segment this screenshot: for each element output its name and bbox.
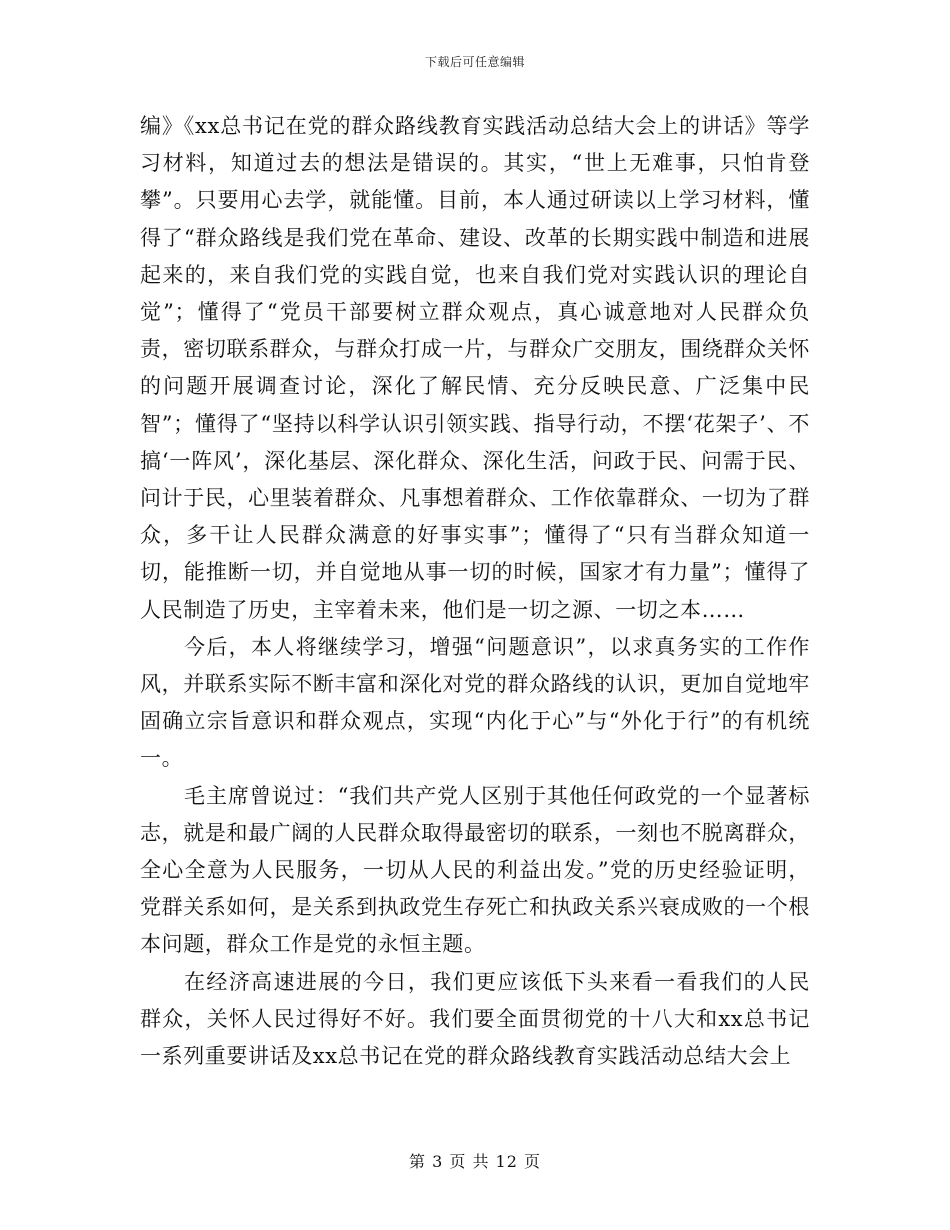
- page-footer: 第 3 页 共 12 页: [409, 1152, 541, 1171]
- paragraph-1: 编》《xx总书记在党的群众路线教育实践活动总结大会上的讲话》等学习材料，知道过去的想法是错误的。其实，“世上无难事，只怕肯登攀”。只要用心去学，就能懂。目前，本人通过研读以上学习材料，懂得了“群众路线是我们党在革命、建设、改革的长期实践中制造和进展起来的，来自我们党的实践自觉，也来自我们党对实践认识的理论自觉”；懂得了“党员干部要树立群众观点，真心诚意地对人民群众负责，密切联系群众，与群众打成一片，与群众广交朋友，围绕群众关怀的问题开展调查讨论，深化了解民情、充分反映民意、广泛集中民智”；懂得了“坚持以科学认识引领实践、指导行动，不摆‘花架子’、不搞‘一阵风’，深化基层、深化群众、深化生活，问政于民、问需于民、问计于民，心里装着群众、凡事想着群众、工作依靠群众、一切为了群众，多干让人民群众满意的好事实事”；懂得了“只有当群众知道一切，能推断一切，并自觉地从事一切的时候，国家才有力量”；懂得了人民制造了历史，主宰着未来，他们是一切之源、一切之本……: [140, 114, 810, 622]
- paragraph-2: 今后，本人将继续学习，增强“问题意识”，以求真务实的工作作风，并联系实际不断丰富和深化对党的群众路线的认识，更加自觉地牢固确立宗旨意识和群众观点，实现“内化于心”与“外化于行”的有机统一。: [140, 634, 810, 771]
- paragraph-4: 在经济高速进展的今日，我们更应该低下头来看一看我们的人民群众，关怀人民过得好不好。我们要全面贯彻党的十八大和xx总书记一系列重要讲话及xx总书记在党的群众路线教育实践活动总结大会上: [140, 969, 810, 1069]
- paragraph-3: 毛主席曾说过：“我们共产党人区别于其他任何政党的一个显著标志，就是和最广阔的人民群众取得最密切的联系，一刻也不脱离群众，全心全意为人民服务，一切从人民的利益出发。”党的历史经验证明，党群关系如何，是关系到执政党生存死亡和执政关系兴衰成败的一个根本问题，群众工作是党的永恒主题。: [140, 783, 810, 957]
- page-header: 下载后可任意编辑: [424, 55, 525, 69]
- document-body: [140, 108, 810, 1075]
